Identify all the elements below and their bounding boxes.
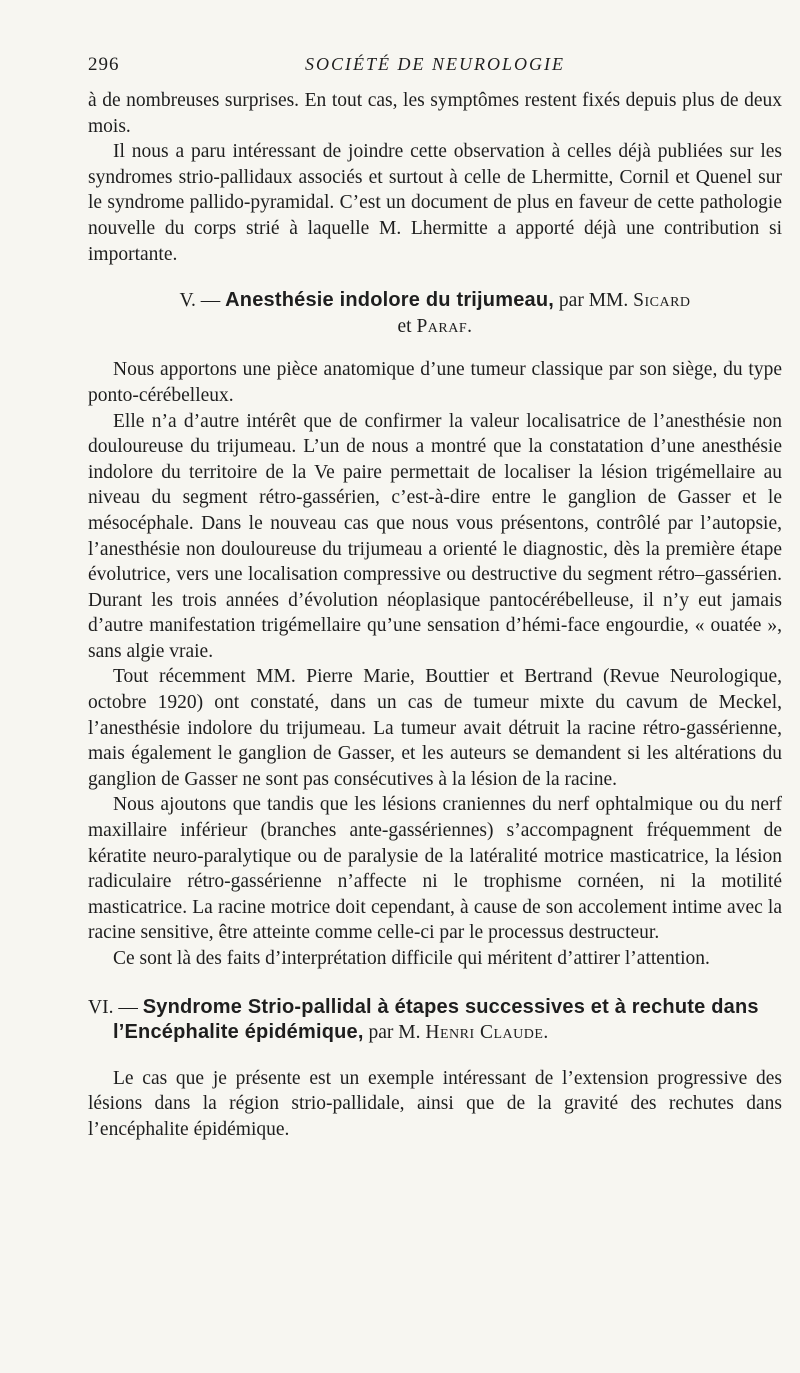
section-heading-v [88,288,782,339]
paragraph: Il nous a paru intéressant de joindre cette observation à celles déjà publiées sur les syndromes strio-pallidaux associés et surtout à celle de Lhermitte, Cornil et Quenel sur le syndrome pallido-pyramidal. C’est un document de plus en faveur de cette pathologie nouvelle du corps strié à laquelle M. Lhermitte a apporté déjà une contribution si importante. [88,141,782,265]
running-head [88,54,782,88]
page-number: 296 [88,54,120,75]
paragraph: à de nombreuses surprises. En tout cas, les symptômes restent fixés depuis plus de deux mois. [88,90,782,137]
section-author: Paraf. [416,315,473,337]
paragraph: Le cas que je présente est un exemple intéressant de l’extension progressive des lésions dans la région strio-pallidale, ainsi que de la gravité des rechutes dans l’encéphalite épidémique. [88,1067,782,1140]
section-by: par M. [368,1022,421,1044]
section-number: VI. — [88,996,138,1018]
section-author: Sicard [633,290,691,312]
section-author: Henri Claude. [425,1022,549,1044]
section-title: Anesthésie indolore du trijumeau, [225,289,555,312]
paragraph: Nous apportons une pièce anatomique d’une tumeur classique par son siège, du type ponto-cérébelleux. [88,359,782,406]
paragraph: Ce sont là des faits d’interprétation difficile qui méritent d’attirer l’attention. [113,948,710,969]
page [88,54,782,1143]
section-and: et [397,315,412,337]
section-heading-vi [88,995,782,1046]
paragraph: Nous ajoutons que tandis que les lésions craniennes du nerf ophtalmique ou du nerf maxillaire inférieur (branches ante-gassériennes) s’accompagnent fréquemment de kératite neuro-paralytique ou de paralysie de la latéralité motrice masticatrice, la lésion radiculaire rétro-gassérienne n’affecte ni le trophisme cornéen, ni la motilité masticatrice. La racine motrice doit cependant, à cause de son accolement intime avec la racine sensitive, être atteinte comme celle-ci par le processus destructeur. [88,794,782,944]
paragraph: Elle n’a d’autre intérêt que de confirmer la valeur localisatrice de l’anesthésie non douloureuse du trijumeau. L’un de nous a montré que la constatation d’une anesthésie indolore du territoire de la Ve paire permettait de localiser la lésion trigémellaire au niveau du segment rétro-gassérien, c’est-à-dire entre le ganglion de Gasser et le mésocéphale. Dans le nouveau cas que nous vous présentons, contrôlé par l’autopsie, l’anesthésie non douloureuse du trijumeau a orienté le diagnostic, dès la première étape évolutrice, vers une localisation compressive ou destructive du segment rétro–gassérien. Durant les trois années d’évolution néoplasique pantocérébelleuse, il n’y eut jamais d’autre manifestation trigémellaire qu’une sensation d’hémi-face engourdie, « ouatée », sans algie vraie. [88,410,782,662]
paragraph: Tout récemment MM. Pierre Marie, Bouttier et Bertrand (Revue Neurologique, octobre 1920) ont constaté, dans un cas de tumeur mixte du cavum de Meckel, l’anesthésie indolore du trijumeau. La tumeur avait détruit la racine rétro-gassérienne, mais également le ganglion de Gasser, et les auteurs se demandent si les altérations du ganglion de Gasser ne sont pas consécutives à la lésion de la racine. [88,666,782,790]
section-title: Syndrome Strio-pallidal à étapes successives et à rechute dans l’Encéphalite épidémique, [113,995,759,1044]
section-number: V. — [179,290,221,312]
journal-title: SOCIÉTÉ DE NEUROLOGIE [305,54,565,74]
section-by: par MM. [558,290,629,312]
